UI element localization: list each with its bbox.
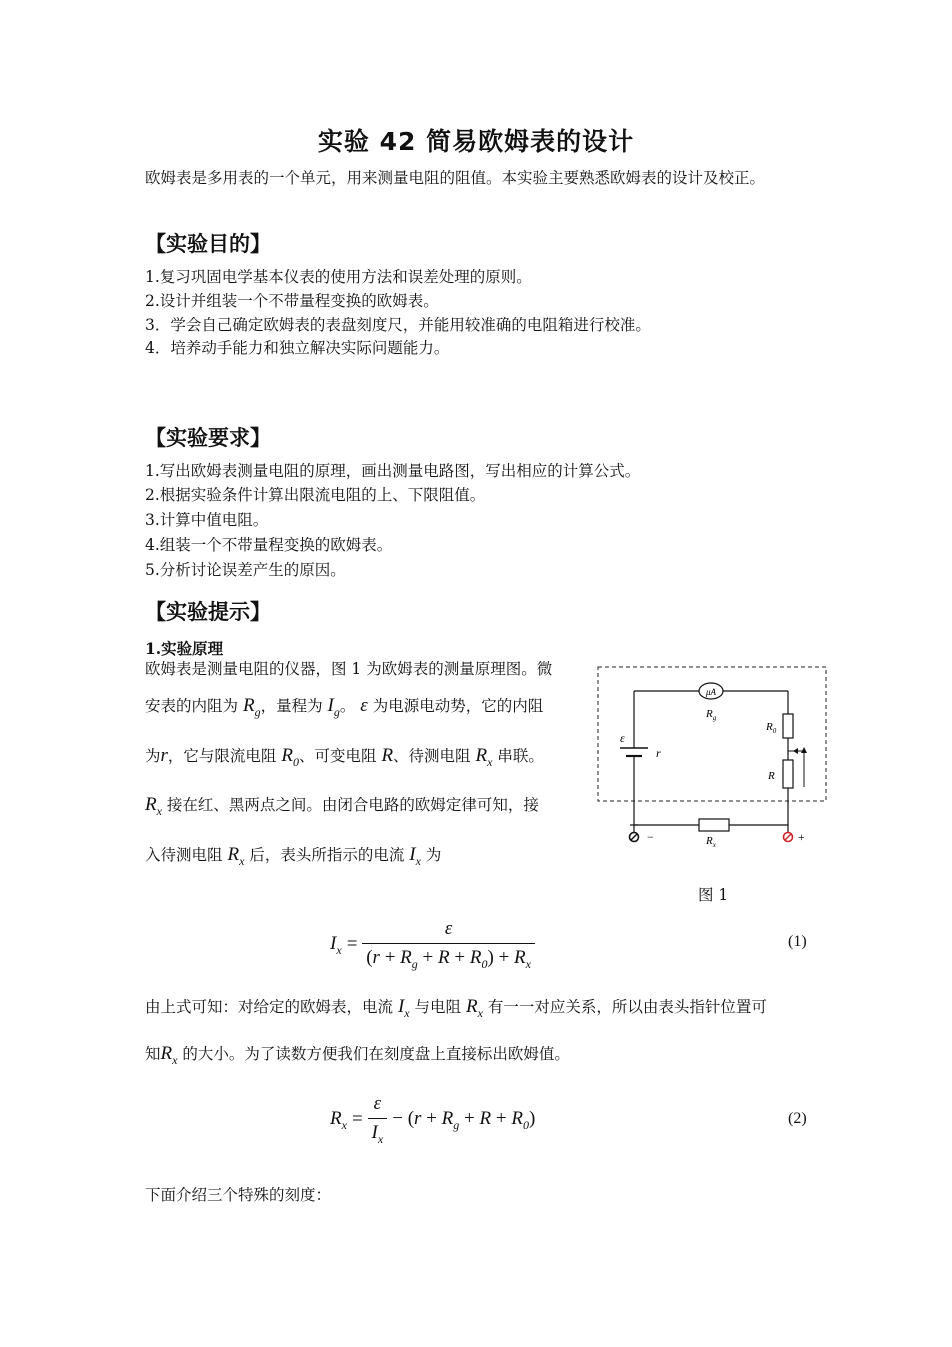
resistor-r-variable bbox=[783, 760, 793, 788]
meter-label: μA bbox=[705, 687, 717, 697]
label-rg: $R_g$ bbox=[706, 708, 717, 722]
slider-arrow-up-icon bbox=[801, 747, 807, 753]
label-r0: $R_0$ bbox=[766, 721, 777, 735]
label-plus: + bbox=[798, 830, 805, 844]
paragraph-line: 知$R_x$ 的大小。为了读数方便我们在刻度盘上直接标出欧姆值。 bbox=[145, 1043, 570, 1067]
requirement-item: 1.写出欧姆表测量电阻的原理，画出测量电路图，写出相应的计算公式。 bbox=[145, 462, 641, 480]
section-heading-requirements: 【实验要求】 bbox=[145, 426, 271, 450]
resistor-rx bbox=[699, 819, 729, 831]
requirement-item: 5.分析讨论误差产生的原因。 bbox=[145, 561, 346, 579]
resistor-r0 bbox=[783, 714, 793, 738]
label-emf: ε bbox=[620, 731, 625, 745]
slider-arrow-icon bbox=[793, 748, 798, 754]
paragraph-line: 为r，它与限流电阻 $R_0$、可变电阻 R、待测电阻 $R_x$ 串联。 bbox=[145, 745, 544, 769]
purpose-item: 3．学会自己确定欧姆表的表盘刻度尺，并能用较准确的电阻箱进行校准。 bbox=[145, 316, 651, 334]
label-r-var: R bbox=[768, 770, 775, 782]
equation-number-2: (2) bbox=[788, 1110, 807, 1127]
paragraph-line: 欧姆表是测量电阻的仪器，图 1 为欧姆表的测量原理图。微 bbox=[145, 660, 553, 678]
label-r: r bbox=[656, 746, 661, 760]
purpose-item: 4．培养动手能力和独立解决实际问题能力。 bbox=[145, 339, 450, 357]
requirement-item: 3.计算中值电阻。 bbox=[145, 511, 269, 529]
requirement-item: 2.根据实验条件计算出限流电阻的上、下限阻值。 bbox=[145, 486, 486, 504]
subsection-principle: 1.实验原理 bbox=[145, 639, 224, 658]
paragraph-line: 入待测电阻 $R_x$ 后，表头所指示的电流 $I_x$ 为 bbox=[145, 844, 442, 868]
figure-caption: 图 1 bbox=[698, 886, 729, 904]
paragraph-line: 安表的内阻为 $R_g$，量程为 $I_g$。 ε 为电源电动势，它的内阻 bbox=[145, 695, 544, 719]
equation-1: $I_x$ = $\frac{\varepsilon}{(r + R_g + R + R_0) + R_x}$ bbox=[330, 918, 535, 972]
paragraph-line: $R_x$ 接在红、黑两点之间。由闭合电路的欧姆定律可知，接 bbox=[145, 794, 539, 818]
label-minus: − bbox=[647, 830, 654, 844]
requirement-item: 4.组装一个不带量程变换的欧姆表。 bbox=[145, 536, 393, 554]
label-rx: $R_x$ bbox=[706, 835, 716, 849]
section-heading-purpose: 【实验目的】 bbox=[145, 232, 271, 256]
ohmmeter-circuit-diagram bbox=[592, 660, 832, 860]
page-title: 实验 42 简易欧姆表的设计 bbox=[317, 127, 635, 156]
section-heading-hints: 【实验提示】 bbox=[145, 600, 271, 624]
purpose-item: 2.设计并组装一个不带量程变换的欧姆表。 bbox=[145, 292, 439, 310]
equation-number-1: (1) bbox=[788, 933, 807, 950]
purpose-item: 1.复习巩固电学基本仪表的使用方法和误差处理的原则。 bbox=[145, 268, 532, 286]
closing-line: 下面介绍三个特殊的刻度： bbox=[145, 1186, 332, 1204]
paragraph-line: 由上式可知：对给定的欧姆表，电流 $I_x$ 与电阻 $R_x$ 有一一对应关系，所以由表头指针位置可 bbox=[145, 996, 767, 1020]
equation-2: $R_x$ = $\frac{\varepsilon}{I_x}$ − $(r + R_g + R + R_0)$ bbox=[330, 1093, 536, 1146]
intro-text: 欧姆表是多用表的一个单元，用来测量电阻的阻值。本实验主要熟悉欧姆表的设计及校正。 bbox=[145, 169, 766, 187]
